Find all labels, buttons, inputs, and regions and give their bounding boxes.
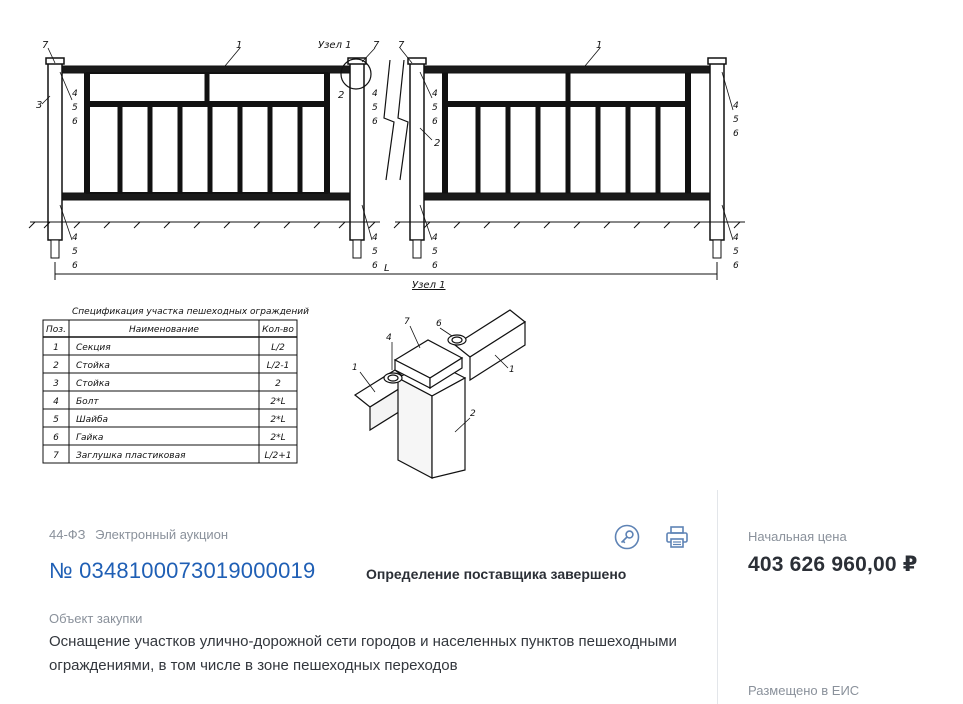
spec-cell-pos: 2: [53, 361, 59, 371]
spec-cell-qty: L/2-1: [266, 361, 290, 371]
card-divider: [717, 490, 718, 704]
callout-3: 3: [36, 100, 43, 111]
svg-text:4: 4: [72, 233, 78, 243]
svg-text:4: 4: [386, 333, 392, 343]
svg-text:5: 5: [733, 115, 739, 125]
spec-cell-pos: 3: [53, 379, 59, 389]
callout-7: 7: [42, 40, 49, 51]
svg-text:5: 5: [372, 247, 378, 257]
spec-cell-name: Шайба: [76, 415, 109, 425]
spec-cell-qty: 2: [275, 379, 281, 389]
svg-text:5: 5: [733, 247, 739, 257]
svg-text:5: 5: [72, 247, 78, 257]
spec-cell-qty: 2*L: [270, 433, 286, 443]
svg-text:7: 7: [404, 317, 410, 327]
svg-text:6: 6: [72, 261, 78, 271]
procurement-law-line: [49, 527, 228, 542]
svg-text:2: 2: [470, 409, 476, 419]
svg-text:5: 5: [432, 103, 438, 113]
spec-header-cell: Кол-во: [262, 325, 294, 335]
spec-cell-name: Стойка: [76, 361, 110, 371]
spec-cell-pos: 1: [53, 343, 59, 353]
spec-cell-name: Заглушка пластиковая: [76, 451, 186, 461]
svg-text:4: 4: [733, 101, 739, 111]
svg-text:4: 4: [733, 233, 739, 243]
svg-text:6: 6: [436, 319, 442, 329]
callout-2: 2: [434, 138, 441, 149]
svg-text:5: 5: [372, 103, 378, 113]
svg-text:6: 6: [733, 129, 739, 139]
spec-header-cell: Поз.: [46, 325, 66, 335]
spec-cell-pos: 5: [53, 415, 59, 425]
procurement-card: [0, 490, 963, 704]
spec-table: [43, 307, 309, 463]
callout-numbers: [36, 40, 739, 271]
svg-text:4: 4: [72, 89, 78, 99]
fence-section-right: [408, 58, 726, 240]
spec-cell-name: Гайка: [76, 433, 104, 443]
node-caption: Узел 1: [412, 280, 446, 291]
svg-text:6: 6: [432, 117, 438, 127]
spec-cell-qty: 2*L: [270, 397, 286, 407]
svg-text:6: 6: [72, 117, 78, 127]
node-detail: [355, 310, 525, 478]
svg-text:4: 4: [432, 233, 438, 243]
spec-title: Спецификация участка пешеходных ограждений: [72, 307, 309, 317]
svg-text:6: 6: [372, 117, 378, 127]
svg-text:1: 1: [509, 365, 515, 375]
svg-text:4: 4: [372, 89, 378, 99]
svg-text:6: 6: [372, 261, 378, 271]
svg-text:5: 5: [72, 103, 78, 113]
object-label: Объект закупки: [49, 611, 143, 626]
spec-cell-name: Секция: [76, 343, 111, 353]
spec-cell-name: Болт: [76, 397, 99, 407]
price-value: 403 626 960,00 ₽: [748, 553, 918, 576]
callout-1: 1: [236, 40, 243, 51]
spec-cell-pos: 6: [53, 433, 59, 443]
spec-cell-qty: 2*L: [270, 415, 286, 425]
svg-text:6: 6: [432, 261, 438, 271]
spec-cell-qty: L/2+1: [264, 451, 292, 461]
svg-text:1: 1: [352, 363, 358, 373]
print-icon[interactable]: [664, 524, 690, 550]
svg-text:6: 6: [733, 261, 739, 271]
svg-text:4: 4: [432, 89, 438, 99]
posted-label: Размещено в ЕИС: [748, 683, 860, 698]
fence-section-left: [46, 58, 371, 240]
procurement-status: Определение поставщика завершено: [366, 566, 627, 582]
callout-7b: 7: [398, 40, 405, 51]
break-mark: [384, 60, 408, 180]
price-label: Начальная цена: [748, 529, 847, 544]
length-label: L: [384, 263, 390, 274]
spec-cell-pos: 7: [53, 451, 59, 461]
svg-text:4: 4: [372, 233, 378, 243]
law-label: 44-ФЗ: [49, 527, 86, 542]
spec-header-cell: Наименование: [129, 325, 199, 335]
spec-cell-name: Стойка: [76, 379, 110, 389]
spec-cell-qty: L/2: [271, 343, 285, 353]
callout-1b: 1: [596, 40, 603, 51]
callout-2b: 2: [338, 90, 345, 101]
method-label: Электронный аукцион: [95, 527, 229, 542]
object-description: Оснащение участков улично-дорожной сети городов и населенных пунктов пешеходными ограждениями, в том числе в зоне пешеходных переходов: [49, 633, 677, 674]
key-icon[interactable]: [614, 524, 640, 550]
procurement-number-link[interactable]: № 0348100073019000019: [49, 558, 316, 583]
callout-7c: 7: [373, 40, 380, 51]
spec-cell-pos: 4: [53, 397, 59, 407]
node-label: Узел 1: [318, 40, 352, 51]
svg-text:5: 5: [432, 247, 438, 257]
